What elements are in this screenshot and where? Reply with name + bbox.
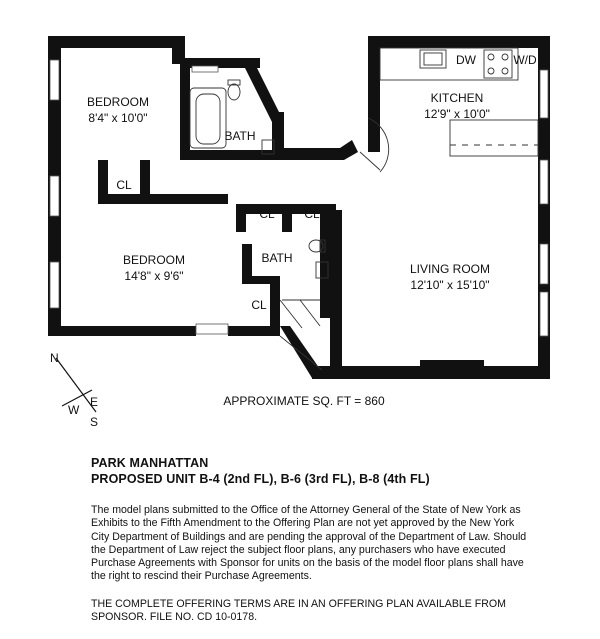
bedroom1-name: BEDROOM bbox=[86, 95, 150, 109]
title-block bbox=[91, 455, 531, 624]
compass-s: S bbox=[90, 415, 99, 429]
closet-label-2: CL bbox=[259, 207, 275, 221]
bath2-label: BATH bbox=[261, 251, 293, 265]
living-room-name: LIVING ROOM bbox=[409, 262, 491, 276]
living-room-dims: 12'10" x 15'10" bbox=[410, 278, 490, 292]
walls bbox=[48, 36, 550, 379]
washer-dryer-label: W/D bbox=[513, 53, 537, 67]
closet-label-1: CL bbox=[116, 178, 132, 192]
compass bbox=[50, 351, 98, 429]
closet-label-4: CL bbox=[251, 298, 267, 312]
closet-label-3: CL bbox=[304, 207, 320, 221]
area-note: APPROXIMATE SQ. FT = 860 bbox=[223, 394, 385, 408]
disclaimer-text: The model plans submitted to the Office of the Attorney General of the State of New York as Exhibits to the Fifth Amendment to the Offering Plan are not yet approved by the New York City Department of Buildings and are pending the approval of the Department of Law. Should the Department of Law reject the subject floor plans, any purchasers who have executed Purchase Agreements with Sponsor for units on the basis of the model floor plans shall have the right to rescind their Purchase Agreements. bbox=[91, 504, 527, 583]
bedroom2-name: BEDROOM bbox=[122, 253, 186, 267]
room-labels bbox=[87, 53, 537, 312]
compass-w: W bbox=[68, 403, 80, 417]
building-name: PARK MANHATTAN bbox=[91, 456, 209, 470]
bedroom1-dims: 8'4" x 10'0" bbox=[88, 111, 148, 125]
bath1-label: BATH bbox=[224, 129, 256, 143]
compass-e: E bbox=[90, 395, 99, 409]
compass-n: N bbox=[50, 351, 59, 365]
kitchen-name: KITCHEN bbox=[430, 91, 484, 105]
unit-title: PROPOSED UNIT B-4 (2nd FL), B-6 (3rd FL), B-8 (4th FL) bbox=[91, 472, 430, 486]
kitchen-dims: 12'9" x 10'0" bbox=[424, 107, 490, 121]
offering-terms: THE COMPLETE OFFERING TERMS ARE IN AN OFFERING PLAN AVAILABLE FROM SPONSOR. FILE NO. CD 10-0178. bbox=[91, 597, 506, 624]
bedroom2-dims: 14'8" x 9'6" bbox=[124, 269, 184, 283]
dishwasher-label: DW bbox=[456, 53, 476, 67]
